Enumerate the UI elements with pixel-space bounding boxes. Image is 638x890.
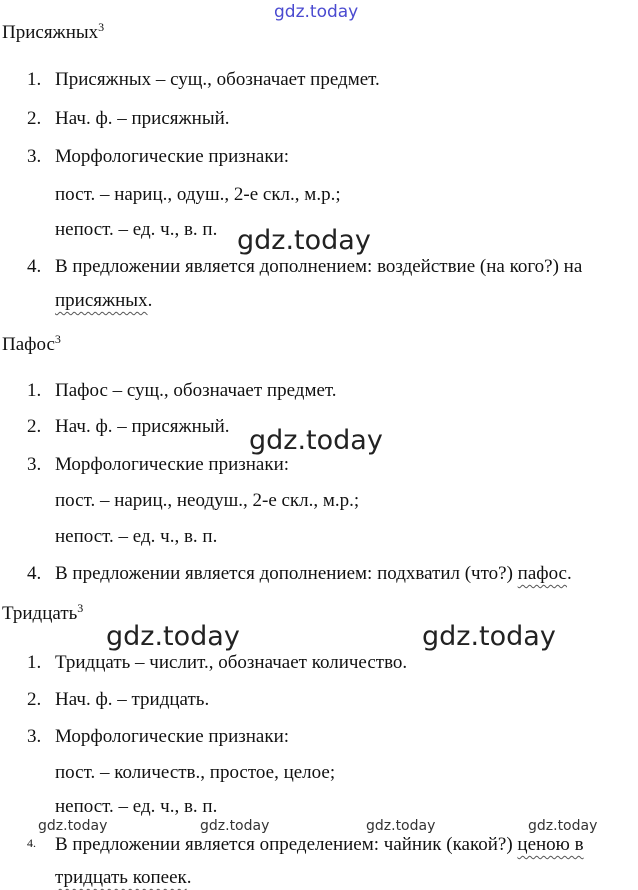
item-continuation xyxy=(55,867,191,889)
item-number: 1. xyxy=(27,69,42,90)
item-text: Нач. ф. – присяжный. xyxy=(55,416,230,437)
section-title-2 xyxy=(2,334,61,356)
item-number: 1. xyxy=(27,652,42,673)
item-number: 3. xyxy=(27,454,42,475)
constant-features: пост. – количеств., простое, целое; xyxy=(55,762,336,783)
constant-features: пост. – нариц., неодуш., 2-е скл., м.р.; xyxy=(55,490,360,511)
underlined-phrase: тридцать копеек xyxy=(55,867,187,888)
section-title-1 xyxy=(2,22,104,44)
watermark: gdz.today xyxy=(422,621,556,652)
section-title-1-text: Присяжных xyxy=(2,22,99,43)
underlined-word: пафос xyxy=(517,563,567,584)
item-text: Морфологические признаки: xyxy=(55,726,290,747)
item-text xyxy=(55,563,572,585)
item-number: 2. xyxy=(27,416,42,437)
item-text: Тридцать – числит., обозначает количество. xyxy=(55,652,408,673)
item-text: Нач. ф. – присяжный. xyxy=(55,108,230,129)
item-number: 2. xyxy=(27,108,42,129)
item-text: В предложении является дополнением: воздействие (на кого?) на xyxy=(55,256,583,277)
watermark-top: gdz.today xyxy=(274,2,359,22)
footnote-marker: 3 xyxy=(98,20,105,34)
watermark: gdz.today xyxy=(528,818,598,834)
watermark: gdz.today xyxy=(200,818,270,834)
variable-features: непост. – ед. ч., в. п. xyxy=(55,796,218,817)
item-text: Присяжных – сущ., обозначает предмет. xyxy=(55,69,380,90)
constant-features: пост. – нариц., одуш., 2-е скл., м.р.; xyxy=(55,184,341,205)
item-number: 1. xyxy=(27,380,42,401)
period: . xyxy=(567,563,572,584)
watermark: gdz.today xyxy=(106,621,240,652)
item-number: 3. xyxy=(27,726,42,747)
section-title-3-text: Тридцать xyxy=(2,603,78,624)
item-text-main: В предложении является определением: чайник (какой?) xyxy=(55,834,518,855)
footnote-marker: 3 xyxy=(54,332,61,346)
item-number: 4. xyxy=(27,836,36,850)
item-text: Морфологические признаки: xyxy=(55,454,290,475)
item-continuation xyxy=(55,290,152,312)
item-text: Нач. ф. – тридцать. xyxy=(55,689,210,710)
item-text: Морфологические признаки: xyxy=(55,146,290,167)
footnote-marker: 3 xyxy=(77,601,84,615)
item-number: 3. xyxy=(27,146,42,167)
variable-features: непост. – ед. ч., в. п. xyxy=(55,219,218,240)
watermark: gdz.today xyxy=(237,225,371,256)
underlined-word: присяжных xyxy=(55,290,148,311)
item-text xyxy=(55,834,584,856)
item-text-main: В предложении является дополнением: подхватил (что?) xyxy=(55,563,518,584)
underlined-phrase: ценою в xyxy=(517,834,584,855)
item-number: 4. xyxy=(27,563,42,584)
watermark: gdz.today xyxy=(366,818,436,834)
item-text: Пафос – сущ., обозначает предмет. xyxy=(55,380,337,401)
section-title-3 xyxy=(2,603,83,625)
period: . xyxy=(147,290,153,311)
variable-features: непост. – ед. ч., в. п. xyxy=(55,526,218,547)
item-number: 2. xyxy=(27,689,42,710)
item-number: 4. xyxy=(27,256,42,277)
period: . xyxy=(186,867,192,888)
watermark: gdz.today xyxy=(38,818,108,834)
watermark: gdz.today xyxy=(249,425,383,456)
section-title-2-text: Пафос xyxy=(2,334,55,355)
